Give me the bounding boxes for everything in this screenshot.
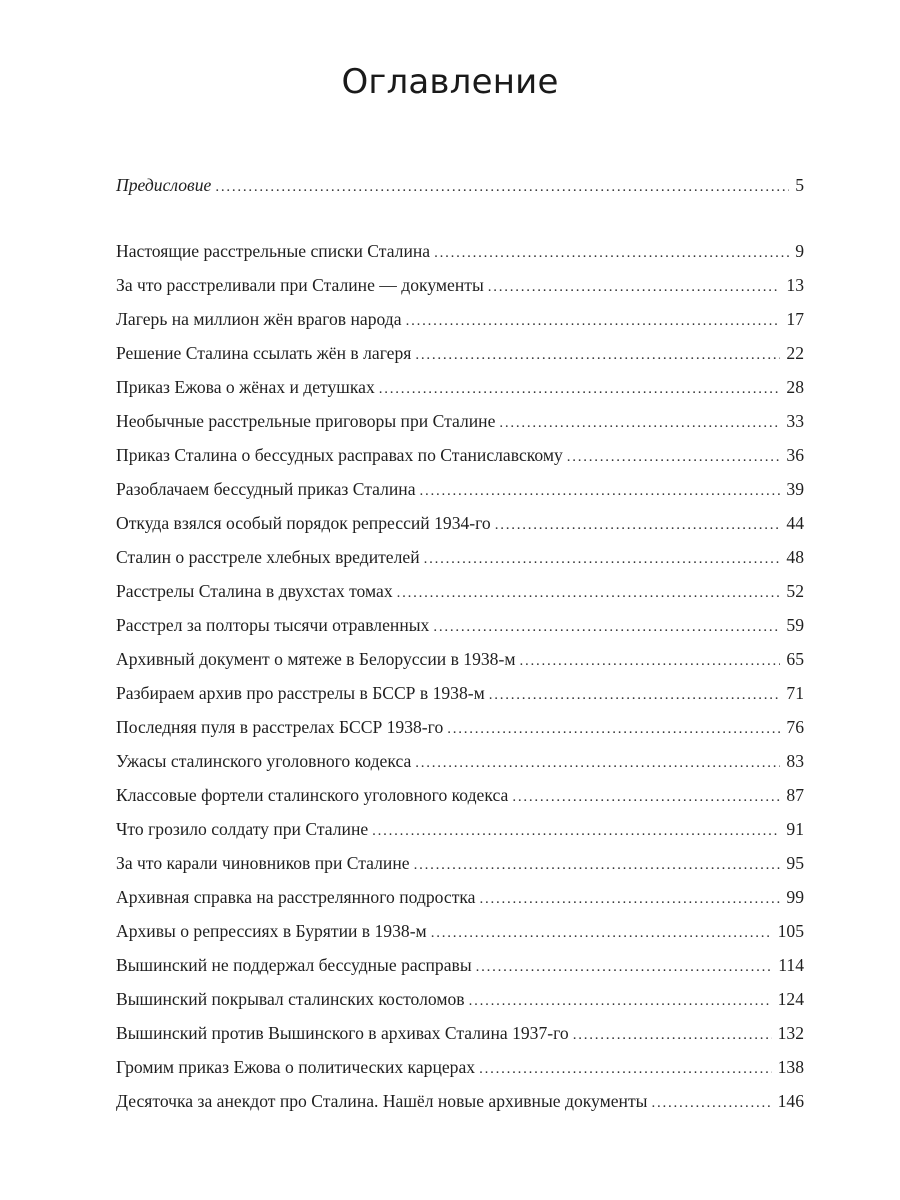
toc-entry[interactable] (116, 306, 804, 332)
dot-leader (406, 308, 781, 334)
toc-entry-title: За что расстреливали при Сталине — документы (116, 275, 484, 295)
toc-entry-page: 5 (795, 175, 804, 195)
toc-entry[interactable] (116, 714, 804, 740)
dot-leader (415, 342, 780, 368)
toc-entry[interactable] (116, 986, 804, 1012)
dot-leader (397, 580, 781, 606)
toc-entry-page: 44 (786, 513, 804, 533)
toc-entry[interactable] (116, 884, 804, 910)
toc-entry-title: За что карали чиновников при Сталине (116, 853, 410, 873)
toc-entry-title: Сталин о расстреле хлебных вредителей (116, 547, 420, 567)
toc-entry-page: 33 (786, 411, 804, 431)
toc-entry-title: Настоящие расстрельные списки Сталина (116, 241, 431, 261)
page-title: Оглавление (341, 62, 559, 102)
dot-leader (469, 988, 772, 1014)
toc-entry[interactable] (116, 374, 804, 400)
toc-entry-title: Десяточка за анекдот про Сталина. Нашёл новые архивные документы (116, 1091, 648, 1111)
toc-entry-title: Громим приказ Ежова о политических карцерах (116, 1057, 476, 1077)
toc-entry-page: 59 (786, 615, 804, 635)
toc-entry-title: Что грозило солдату при Сталине (116, 819, 369, 839)
dot-leader (420, 478, 781, 504)
toc-entry-page: 22 (786, 343, 804, 363)
dot-leader (476, 954, 773, 980)
toc-entry-page: 13 (786, 275, 804, 295)
toc-entry-page: 138 (777, 1057, 804, 1077)
toc-entry-page: 87 (786, 785, 804, 805)
dot-leader (434, 240, 789, 266)
toc-entry[interactable] (116, 1088, 804, 1114)
toc-entry-title: Предисловие (116, 175, 212, 195)
dot-leader (479, 886, 780, 912)
dot-leader (567, 444, 781, 470)
dot-leader (519, 648, 780, 674)
dot-leader (431, 920, 772, 946)
toc-entry-title: Расстрелы Сталина в двухстах томах (116, 581, 393, 601)
toc-entry-title: Лагерь на миллион жён врагов народа (116, 309, 402, 329)
toc-entry[interactable] (116, 782, 804, 808)
dot-leader (573, 1022, 772, 1048)
dot-leader (479, 1056, 772, 1082)
toc-entry[interactable] (116, 238, 804, 264)
toc-entry[interactable] (116, 646, 804, 672)
toc-entry-page: 71 (786, 683, 804, 703)
toc-entry-title: Архивный документ о мятеже в Белоруссии в 1938-м (116, 649, 516, 669)
toc-entry-title: Откуда взялся особый порядок репрессий 1934-го (116, 513, 491, 533)
dot-leader (433, 614, 780, 640)
toc-entry[interactable] (116, 850, 804, 876)
toc-entry[interactable] (116, 952, 804, 978)
toc-entry[interactable] (116, 578, 804, 604)
toc-entry-page: 28 (786, 377, 804, 397)
toc-entry[interactable] (116, 748, 804, 774)
toc-entry-title: Вышинский не поддержал бессудные расправы (116, 955, 472, 975)
toc-entry[interactable] (116, 272, 804, 298)
toc-entry-page: 52 (786, 581, 804, 601)
toc-entry-page: 17 (786, 309, 804, 329)
toc-entry[interactable] (116, 816, 804, 842)
toc-entry-title: Приказ Сталина о бессудных расправах по Станиславскому (116, 445, 563, 465)
toc-entry[interactable] (116, 1020, 804, 1046)
toc-entry[interactable] (116, 1054, 804, 1080)
toc-entry-page: 48 (786, 547, 804, 567)
toc-entry-title: Архивная справка на расстрелянного подростка (116, 887, 476, 907)
toc-entry-title: Вышинский покрывал сталинских костоломов (116, 989, 465, 1009)
toc-entry[interactable] (116, 918, 804, 944)
toc-entry-page: 83 (786, 751, 804, 771)
toc-entry-page: 65 (786, 649, 804, 669)
toc-entry-page: 95 (786, 853, 804, 873)
toc-entry-title: Ужасы сталинского уголовного кодекса (116, 751, 412, 771)
toc-entry[interactable] (116, 476, 804, 502)
toc-entry[interactable] (116, 544, 804, 570)
toc-entry[interactable] (116, 510, 804, 536)
dot-leader (488, 274, 781, 300)
toc-entry-title: Разбираем архив про расстрелы в БССР в 1938-м (116, 683, 485, 703)
dot-leader (499, 410, 780, 436)
toc-entry[interactable] (116, 612, 804, 638)
toc-entry-page: 99 (786, 887, 804, 907)
toc-entry-page: 124 (777, 989, 804, 1009)
dot-leader (372, 818, 780, 844)
dot-leader (424, 546, 781, 572)
dot-leader (651, 1090, 771, 1116)
dot-leader (495, 512, 781, 538)
toc-entry-page: 132 (777, 1023, 804, 1043)
dot-leader (215, 174, 789, 200)
toc-entry-title: Приказ Ежова о жёнах и детушках (116, 377, 375, 397)
toc-entry-title: Архивы о репрессиях в Бурятии в 1938-м (116, 921, 427, 941)
toc-entry-title: Решение Сталина ссылать жён в лагеря (116, 343, 412, 363)
toc-entry-title: Расстрел за полторы тысячи отравленных (116, 615, 430, 635)
toc-entry-page: 114 (778, 955, 804, 975)
toc-entry-page: 105 (777, 921, 804, 941)
toc-entry[interactable] (116, 442, 804, 468)
toc-entry-page: 39 (786, 479, 804, 499)
toc-entry-title: Необычные расстрельные приговоры при Сталине (116, 411, 496, 431)
toc-entry-title: Классовые фортели сталинского уголовного кодекса (116, 785, 509, 805)
dot-leader (415, 750, 780, 776)
toc-entry-page: 76 (786, 717, 804, 737)
dot-leader (447, 716, 780, 742)
toc-entry[interactable] (116, 340, 804, 366)
toc-entry-page: 9 (795, 241, 804, 261)
toc-entry[interactable] (116, 680, 804, 706)
dot-leader (379, 376, 781, 402)
toc-entry-page: 91 (786, 819, 804, 839)
dot-leader (414, 852, 781, 878)
toc-entry-title: Последняя пуля в расстрелах БССР 1938-го (116, 717, 444, 737)
toc-entry-page: 36 (786, 445, 804, 465)
dot-leader (489, 682, 781, 708)
toc-entry-page: 146 (777, 1091, 804, 1111)
toc-entry[interactable] (116, 408, 804, 434)
toc-entry-title: Разоблачаем бессудный приказ Сталина (116, 479, 416, 499)
dot-leader (512, 784, 780, 810)
toc-entry-title: Вышинский против Вышинского в архивах Сталина 1937-го (116, 1023, 569, 1043)
toc-entry-preface[interactable] (116, 172, 804, 198)
